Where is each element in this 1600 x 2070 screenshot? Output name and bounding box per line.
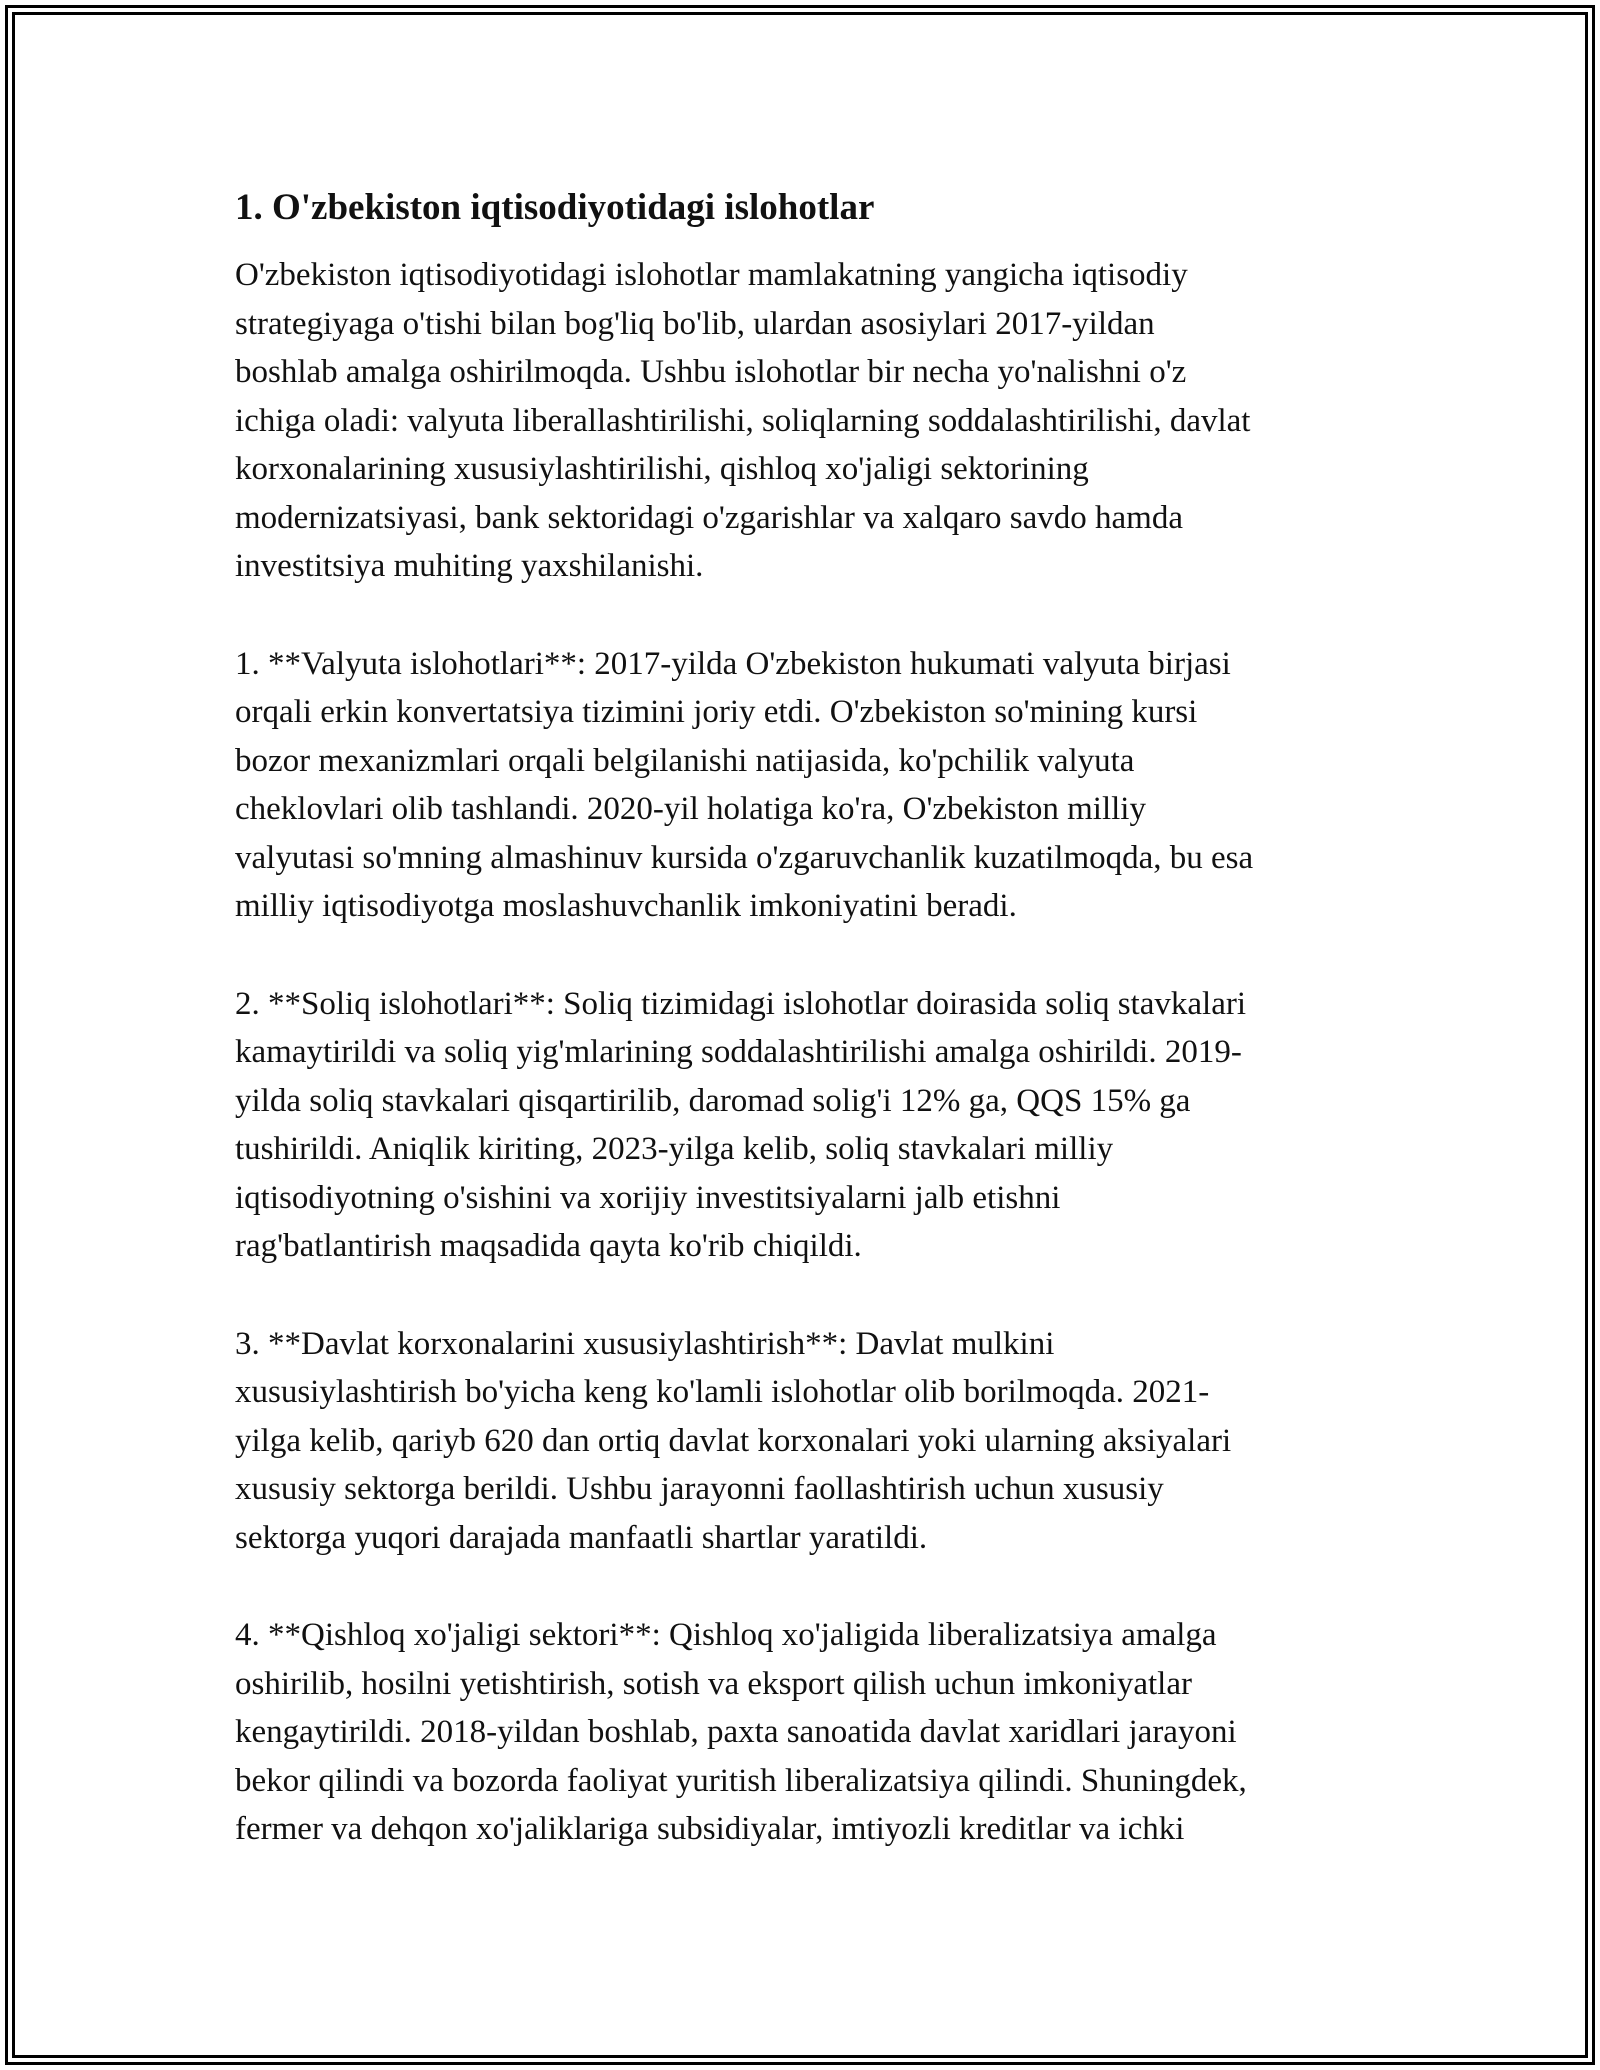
paragraph-line: kamaytirildi va soliq yig'mlarining soddalashtirilishi amalga oshirildi. 2019- (235, 1034, 1242, 1070)
privatization-paragraph (235, 1320, 1375, 1563)
paragraph-line: strategiyaga o'tishi bilan bog'liq bo'lib, ulardan asosiylari 2017-yildan (235, 305, 1155, 342)
paragraph-line: modernizatsiyasi, bank sektoridagi o'zgarishlar va xalqaro savdo hamda (235, 499, 1183, 536)
section-heading: 1. O'zbekiston iqtisodiyotidagi islohotlar (235, 187, 875, 228)
paragraph-line: 1. **Valyuta islohotlari**: 2017-yilda O'zbekiston hukumati valyuta birjasi (235, 645, 1231, 682)
agriculture-paragraph (235, 1611, 1375, 1854)
tax-reform-paragraph (235, 980, 1375, 1271)
paragraph-line: cheklovlari olib tashlandi. 2020-yil holatiga ko'ra, O'zbekiston milliy (235, 791, 1146, 827)
paragraph-line: 3. **Davlat korxonalarini xususiylashtirish**: Davlat mulkini (235, 1325, 1055, 1362)
paragraph-line: iqtisodiyotning o'sishini va xorijiy investitsiyalarni jalb etishni (235, 1179, 1061, 1216)
paragraph-line: 2. **Soliq islohotlari**: Soliq tizimidagi islohotlar doirasida soliq stavkalari (235, 985, 1246, 1022)
paragraph-line: sektorga yuqori darajada manfaatli shartlar yaratildi. (235, 1519, 928, 1556)
paragraph-line: yilda soliq stavkalari qisqartirilib, daromad solig'i 12% ga, QQS 15% ga (235, 1082, 1191, 1119)
paragraph-line: xususiylashtirish bo'yicha keng ko'lamli islohotlar olib borilmoqda. 2021- (235, 1374, 1210, 1410)
paragraph-line: 4. **Qishloq xo'jaligi sektori**: Qishloq xo'jaligida liberalizatsiya amalga (235, 1617, 1217, 1653)
paragraph-line: kengaytirildi. 2018-yildan boshlab, paxta sanoatida davlat xaridlari jarayoni (235, 1714, 1237, 1750)
paragraph-line: ichiga oladi: valyuta liberallashtirilishi, soliqlarning soddalashtirilishi, davlat (235, 402, 1251, 439)
paragraph-line: oshirilib, hosilni yetishtirish, sotish va eksport qilish uchun imkoniyatlar (235, 1665, 1192, 1702)
document-body (235, 185, 1375, 1903)
paragraph-line: bekor qilindi va bozorda faoliyat yuritish liberalizatsiya qilindi. Shuningdek, (235, 1762, 1247, 1799)
paragraph-line: yilga kelib, qariyb 620 dan ortiq davlat korxonalari yoki ularning aksiyalari (235, 1422, 1232, 1459)
intro-paragraph (235, 251, 1375, 591)
paragraph-line: orqali erkin konvertatsiya tizimini joriy etdi. O'zbekiston so'mining kursi (235, 694, 1198, 730)
paragraph-line: rag'batlantirish maqsadida qayta ko'rib chiqildi. (235, 1228, 862, 1264)
paragraph-line: korxonalarining xususiylashtirilishi, qishloq xo'jaligi sektorining (235, 451, 1089, 487)
paragraph-line: O'zbekiston iqtisodiyotidagi islohotlar mamlakatning yangicha iqtisodiy (235, 257, 1188, 293)
paragraph-line: bozor mexanizmlari orqali belgilanishi natijasida, ko'pchilik valyuta (235, 742, 1135, 779)
paragraph-line: milliy iqtisodiyotga moslashuvchanlik imkoniyatini beradi. (235, 888, 1017, 924)
paragraph-line: investitsiya muhiting yaxshilanishi. (235, 548, 704, 584)
paragraph-line: tushirildi. Aniqlik kiriting, 2023-yilga kelib, soliq stavkalari milliy (235, 1131, 1114, 1167)
paragraph-line: boshlab amalga oshirilmoqda. Ushbu islohotlar bir necha yo'nalishni o'z (235, 354, 1187, 390)
paragraph-line: xususiy sektorga berildi. Ushbu jarayonni faollashtirish uchun xususiy (235, 1471, 1164, 1507)
paragraph-line: fermer va dehqon xo'jaliklariga subsidiyalar, imtiyozli kreditlar va ichki (235, 1811, 1185, 1847)
paragraph-line: valyutasi so'mning almashinuv kursida o'zgaruvchanlik kuzatilmoqda, bu esa (235, 839, 1254, 876)
currency-reform-paragraph (235, 640, 1375, 931)
